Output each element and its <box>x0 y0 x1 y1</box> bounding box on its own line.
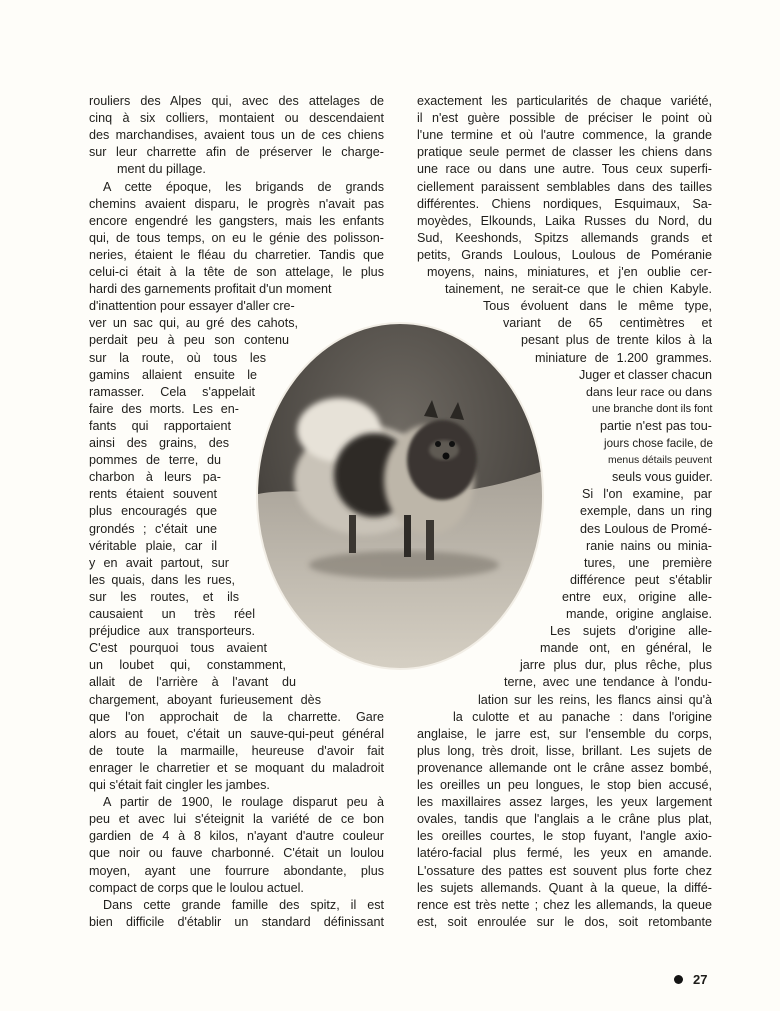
text-line: causaient un très réel <box>89 607 255 621</box>
text-line: moyens, nains, miniatures, et j'en oublie cer- <box>427 265 712 279</box>
text-line: allait de l'arrière à l'avant du <box>89 675 296 690</box>
text-line: les maxillaires assez larges, les yeux largement <box>417 795 712 810</box>
text-line: des Loulous de Promé- <box>580 521 712 536</box>
text-line: mande ont, en général, le <box>540 641 712 656</box>
text-line: Les sujets d'origine alle- <box>550 624 712 639</box>
text-line: variant de 65 centimètres et <box>503 316 712 331</box>
text-line: ovales, tandis que l'anglais a le crâne plus plat, <box>417 812 712 827</box>
text-line: qui, de tous temps, on eu le génie des polisson- <box>89 230 384 245</box>
text-line: plus encouragés que <box>89 504 217 519</box>
text-line: rence est très nette ; chez les allemands, la queue <box>417 897 712 912</box>
text-line: sur la route, où tous les <box>89 350 266 365</box>
text-line: mande, origine anglaise. <box>566 607 712 621</box>
text-line: pratique seule permet de classer les chiens dans <box>417 145 712 160</box>
text-line: petits, Grands Loulous, Loulous de Poméranie <box>417 247 712 262</box>
text-line: faire des morts. Les en- <box>89 401 239 416</box>
text-line: Sud, Keeshonds, Spitzs allemands grands et <box>417 230 712 245</box>
text-line: miniature de 1.200 grammes. <box>535 350 712 365</box>
text-line: moyèdes, Elkounds, Laika Russes du Nord, du <box>417 213 712 228</box>
text-line: exemple, dans un ring <box>580 504 712 519</box>
text-line: ment du pillage. <box>117 162 206 177</box>
text-line: des marchandises, avaient tous un de ces chiens <box>89 128 384 143</box>
text-line: jarre plus dur, plus rêche, plus <box>520 658 712 673</box>
text-line: enrager le charretier et se moquant du maladroit <box>89 760 384 775</box>
text-line: ainsi des grains, des <box>89 436 229 450</box>
text-line: alors au fouet, c'était un sauve-qui-peut général <box>89 726 384 741</box>
text-line: anglaise, le jarre est, sur l'ensemble du corps, <box>417 726 712 741</box>
text-line: gardien de 4 à 8 kilos, n'ayant d'autre couleur <box>89 829 384 844</box>
text-line: charbon à leurs pa- <box>89 470 221 485</box>
text-line: un loubet qui, constamment, <box>89 658 286 673</box>
text-line: préjudice aux transporteurs. <box>89 624 255 639</box>
text-line: plus long, très droit, lisse, brillant. Les sujets de <box>417 743 712 758</box>
spitz-dog-photo <box>254 320 546 672</box>
text-line: que noir ou fauve charbonné. C'était un loulou <box>89 846 384 861</box>
text-line: les oreilles un peu longues, le stop bien accusé, <box>417 778 712 792</box>
bullet-icon <box>674 975 683 984</box>
page-number-block <box>674 968 707 990</box>
text-line: sur leur charrette afin de préserver le charge- <box>89 145 384 160</box>
text-line: Tous évoluent dans le même type, <box>483 299 712 314</box>
text-line: entre eux, origine alle- <box>562 589 712 604</box>
text-line: qui s'était fait cingler les jambes. <box>89 778 270 792</box>
text-line: provenance allemande ont le crâne assez bombé, <box>417 760 712 775</box>
text-line: neries, étaient le fléau du charretier. Tandis que <box>89 247 384 262</box>
text-line: rents étaient souvent <box>89 487 217 502</box>
text-line: les sujets allemands. Quant à la queue, la diffé- <box>417 880 712 895</box>
text-line: tures, une première <box>584 555 712 570</box>
text-line: fants qui rapportaient <box>89 418 231 433</box>
text-line: jours chose facile, de <box>604 437 713 450</box>
text-line: menus détails peuvent <box>608 455 712 467</box>
text-line: les oreilles courtes, le stop fuyant, l'angle axio- <box>417 829 712 844</box>
text-line: l'une termine et où l'autre commence, la grande <box>417 128 712 143</box>
text-line: lation sur les reins, les flancs ainsi qu'à <box>478 692 712 707</box>
text-line: pesant plus de trente kilos à la <box>521 333 712 348</box>
text-line: L'ossature des pattes est souvent plus forte chez <box>417 863 712 878</box>
text-line: Dans cette grande famille des spitz, il est <box>103 897 384 912</box>
text-line: sur les routes, et ils <box>89 589 239 604</box>
text-line: chargement, aboyant furieusement dès <box>89 692 321 707</box>
text-line: hardi des garnements profitait d'un moment <box>89 282 332 297</box>
text-line: pommes de terre, du <box>89 453 221 468</box>
text-line: les quais, dans les rues, <box>89 572 235 587</box>
text-line: peu et avec lui s'éteignit la variété de ce bon <box>89 812 384 827</box>
text-line: cinq à six colliers, montaient ou descendaient <box>89 111 384 126</box>
text-line: une race ou dans une autre. Tous ceux superfi- <box>417 162 712 177</box>
text-line: bien difficile d'établir un standard définissant <box>89 914 384 929</box>
text-line: ciellement paraissent semblables dans des tailles <box>417 179 712 194</box>
text-line: moyen, ayant une fourrure abondante, plus <box>89 863 384 878</box>
text-line: Si l'on examine, par <box>582 487 712 502</box>
page-number: 27 <box>693 971 708 987</box>
text-line: véritable plaie, car il <box>89 538 217 553</box>
text-line: il n'est guère possible de préciser le point où <box>417 111 712 126</box>
text-line: la culotte et au panache : dans l'origine <box>453 709 712 724</box>
text-line: gamins allaient ensuite le <box>89 367 257 382</box>
text-line: encore engendré les gangsters, mais les enfants <box>89 213 384 228</box>
text-line: une branche dont ils font <box>592 402 713 415</box>
text-line: ramasser. Cela s'appelait <box>89 384 255 399</box>
text-line: d'inattention pour essayer d'aller cre- <box>89 299 295 314</box>
text-line: chemins avaient disparu, le progrès n'avait pas <box>89 196 384 211</box>
text-line: que l'on approchait de la charrette. Gare <box>89 709 384 724</box>
text-line: ranie nains ou minia- <box>586 538 712 553</box>
text-line: C'est pourquoi tous avaient <box>89 641 267 656</box>
text-line: perdait peu à peu son contenu <box>89 333 289 348</box>
text-line: tainement, ne serait-ce que le chien Kabyle. <box>445 282 712 297</box>
text-line: celui-ci était à la tête de son attelage, le plus <box>89 265 384 279</box>
text-line: Juger et classer chacun <box>579 367 713 382</box>
text-line: est, soit enroulée sur le dos, soit retombante <box>417 914 712 929</box>
text-line: différence peut s'établir <box>570 572 712 587</box>
text-line: exactement les particularités de chaque variété, <box>417 94 712 108</box>
text-line: A partir de 1900, le roulage disparut peu à <box>103 795 384 810</box>
text-line: A cette époque, les brigands de grands <box>103 179 384 194</box>
text-line: terne, avec une tendance à l'ondu- <box>504 675 712 690</box>
text-line: seuls vous guider. <box>612 470 713 485</box>
text-line: différentes. Chiens nordiques, Esquimaux, Sa- <box>417 196 712 211</box>
text-line: partie n'est pas tou- <box>600 418 712 433</box>
text-line: de toute la marmaille, heureuse d'avoir fait <box>89 743 384 758</box>
text-line: grondés ; c'était une <box>89 521 217 536</box>
text-line: compact de corps que le loulou actuel. <box>89 880 304 895</box>
text-line: dans leur race ou dans <box>586 384 713 399</box>
text-line: rouliers des Alpes qui, avec des attelages de <box>89 94 384 108</box>
text-line: y en avait partout, sur <box>89 555 229 570</box>
text-line: latéro-facial plus fermé, les yeux en amande. <box>417 846 712 861</box>
text-line: ver un sac qui, au gré des cahots, <box>89 316 298 331</box>
